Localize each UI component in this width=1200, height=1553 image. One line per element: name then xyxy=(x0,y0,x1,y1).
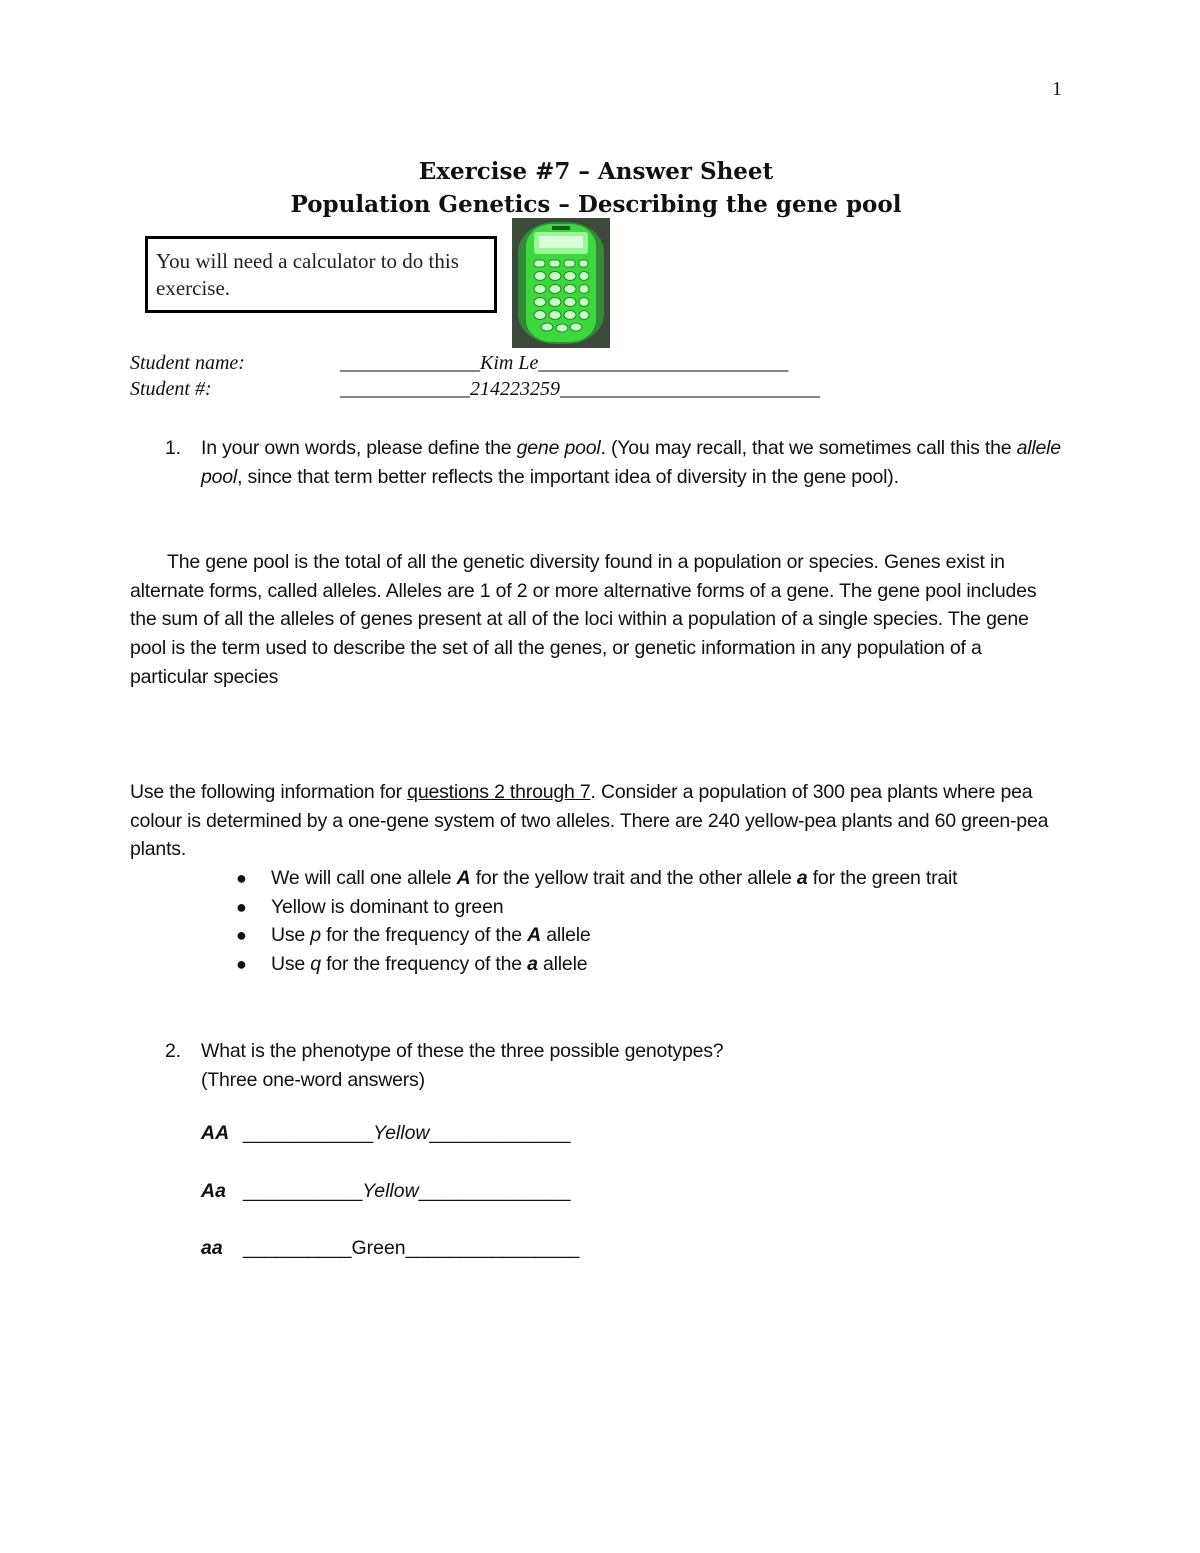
genotype-row-AA xyxy=(201,1122,571,1145)
answer-blank: __________ xyxy=(243,1237,352,1259)
bullet-text: for the frequency of the xyxy=(320,924,528,947)
answer-blank: _____________ xyxy=(429,1122,571,1144)
student-name-value: ______________Kim Le_________________________ xyxy=(340,352,789,374)
question-1-number: 1. xyxy=(165,437,181,459)
intro-text-part: . Consider a population of 300 pea plants where pea colour is determined by a one-gene system of two alleles. There are 240 yellow-pea plants and 60 green-pea plants. xyxy=(130,781,1049,861)
bullet-icon: ● xyxy=(236,896,247,917)
answer-blank: ________________ xyxy=(405,1237,580,1259)
bullet-icon: ● xyxy=(236,954,247,975)
bullet-text: allele xyxy=(537,953,588,976)
allele-symbol: A xyxy=(456,867,471,889)
q1-text-part: . (You may recall, that we sometimes call this the xyxy=(600,437,1017,459)
calculator-note-box xyxy=(145,236,497,313)
genotype-label: aa xyxy=(201,1237,223,1259)
bullet-icon: ● xyxy=(236,868,247,888)
bullet-text: Use xyxy=(271,953,311,976)
question-2-text xyxy=(201,1037,1061,1094)
allele-symbol: A xyxy=(527,924,542,947)
q1-term-allele-pool: allele pool xyxy=(201,437,1061,488)
question-2-line: What is the phenotype of these the three possible genotypes? xyxy=(201,1040,724,1062)
student-name-row xyxy=(130,352,788,375)
page-title: Exercise #7 – Answer Sheet xyxy=(418,158,774,185)
calculator-icon xyxy=(512,218,610,348)
bullet-text: Yellow is dominant to green xyxy=(271,895,504,918)
answer-blank: ___________ xyxy=(243,1180,363,1202)
student-number-row xyxy=(130,378,820,401)
genotype-row-aa xyxy=(201,1237,579,1260)
answer-blank: ____________ xyxy=(243,1122,374,1144)
answer-blank: ______________ xyxy=(418,1180,571,1202)
answer-1-paragraph xyxy=(130,548,1065,692)
allele-symbol: a xyxy=(796,867,808,889)
bullet-text: allele xyxy=(541,924,591,947)
question-1-text xyxy=(201,434,1061,491)
question-2-number: 2. xyxy=(165,1040,181,1062)
page-number: 1 xyxy=(1052,78,1062,100)
q1-term-gene-pool: gene pool xyxy=(516,437,601,459)
student-number-label: Student #: xyxy=(130,378,212,400)
list-item xyxy=(236,921,1056,950)
calculator-note-text: You will need a calculator to do this exercise. xyxy=(156,249,459,300)
question-2-line: (Three one-word answers) xyxy=(201,1068,425,1091)
list-item xyxy=(236,950,1056,979)
bullet-text: for the green trait xyxy=(807,867,958,889)
phenotype-answer: Yellow xyxy=(373,1122,430,1144)
q1-text-part: In your own words, please define the xyxy=(201,437,517,459)
list-item xyxy=(236,893,1056,922)
info-bullet-list xyxy=(236,864,1056,979)
phenotype-answer: Green xyxy=(351,1237,406,1259)
intro-text-part: Use the following information for xyxy=(130,781,408,803)
allele-symbol: a xyxy=(527,953,538,976)
answer-1-text: The gene pool is the total of all the genetic diversity found in a population or species. Genes exist in alternate forms, called alleles. Alleles are 1 of 2 or more alternative forms of a gene. The gene pool includes the sum of all the alleles of genes present at all of the loci within a population of a single species. The gene pool is the term used to describe the set of all the genes, or genetic information in any population of a particular species xyxy=(130,551,1037,688)
bullet-icon: ● xyxy=(236,925,247,946)
bullet-text: We will call one allele xyxy=(271,867,457,889)
list-item xyxy=(236,864,1056,893)
student-number-value: _____________214223259__________________________ xyxy=(340,378,820,400)
genotype-row-Aa xyxy=(201,1180,571,1203)
q1-text-part: , since that term better reflects the important idea of diversity in the gene pool). xyxy=(237,465,899,488)
genotype-label: Aa xyxy=(201,1180,226,1202)
calculator-drawing xyxy=(512,218,610,348)
page-subtitle: Population Genetics – Describing the gene pool xyxy=(290,191,902,218)
phenotype-answer: Yellow xyxy=(362,1180,419,1202)
frequency-variable: q xyxy=(310,953,321,976)
genotype-label: AA xyxy=(201,1122,230,1144)
bullet-text: for the frequency of the xyxy=(320,953,528,976)
intro-questions-range: questions 2 through 7 xyxy=(407,781,591,803)
bullet-text: Use xyxy=(271,924,311,947)
bullet-text: for the yellow trait and the other allele xyxy=(470,867,797,889)
student-name-label: Student name: xyxy=(130,352,245,374)
intro-paragraph xyxy=(130,778,1065,864)
frequency-variable: p xyxy=(310,924,321,947)
